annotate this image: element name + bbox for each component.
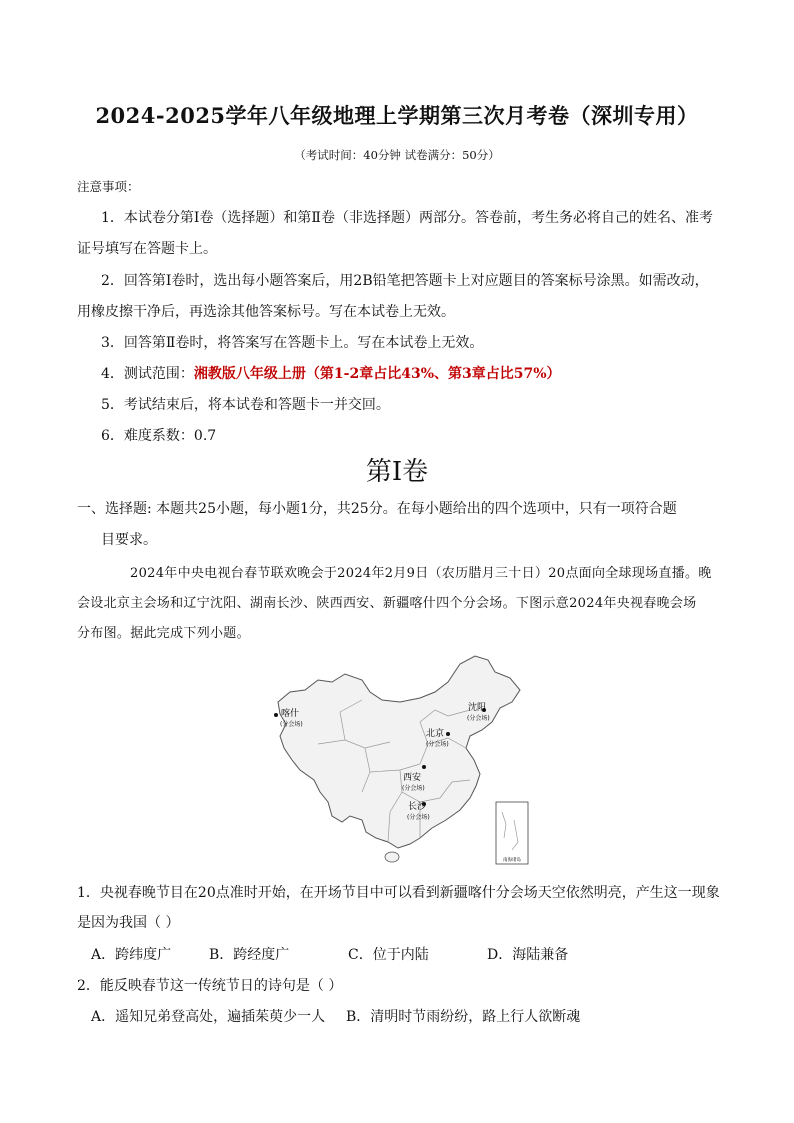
q1-option-b[interactable]: B．跨经度广	[209, 947, 290, 963]
notice-item-1a: 1．本试卷分第Ⅰ卷（选择题）和第Ⅱ卷（非选择题）两部分。答卷前，考生务必将自己的姓名、准考	[101, 210, 713, 226]
exam-title: 2024-2025学年八年级地理上学期第三次月考卷（深圳专用）	[95, 103, 699, 128]
xian-dot	[422, 765, 426, 769]
q2-stem: 2．能反映春节这一传统节日的诗句是（ ）	[77, 978, 343, 994]
china-map	[270, 652, 530, 867]
q1-option-a[interactable]: A．跨纬度广	[91, 947, 172, 963]
notice-item-6: 6．难度系数：0.7	[101, 428, 217, 444]
intro-line-3: 分布图。据此完成下列小题。	[77, 626, 250, 641]
test-range: 湘教版八年级上册（第1-2章占比43%、第3章占比57%）	[193, 366, 561, 382]
section-title: 第Ⅰ卷	[365, 457, 429, 487]
notice-item-4-label: 4．测试范围：	[101, 366, 194, 382]
beijing-dot	[446, 732, 450, 736]
notice-item-2b: 用橡皮擦干净后，再选涂其他答案标号。写在本试卷上无效。	[77, 304, 455, 320]
kashgar-dot	[274, 713, 278, 717]
china-outline	[278, 656, 520, 848]
notice-item-3: 3．回答第Ⅱ卷时，将答案写在答题卡上。写在本试卷上无效。	[101, 335, 484, 351]
part1-heading-b: 目要求。	[101, 532, 157, 548]
beijing-sublabel: (分会场)	[426, 741, 449, 748]
hainan-island	[385, 852, 399, 862]
q2-option-b[interactable]: B．清明时节雨纷纷，路上行人欲断魂	[346, 1009, 581, 1025]
changsha-sublabel: (分会场)	[407, 814, 430, 821]
xian-label: 西安	[403, 773, 422, 783]
kashgar-sublabel: (分会场)	[280, 721, 303, 728]
part1-heading-a: 一、选择题: 本题共25小题，每小题1分，共25分。在每小题给出的四个选项中，只有一项符合题	[77, 501, 677, 517]
q2-option-a[interactable]: A．遥知兄弟登高处，遍插茱萸少一人	[91, 1009, 326, 1025]
shenyang-sublabel: (分会场)	[467, 715, 490, 722]
exam-subtitle: （考试时间：40分钟 试卷满分：50分）	[294, 148, 500, 162]
xian-sublabel: (分会场)	[402, 785, 425, 792]
shenyang-label: 沈阳	[468, 703, 487, 713]
q1-option-c[interactable]: C．位于内陆	[348, 947, 429, 963]
notice-item-4	[101, 363, 561, 383]
notice-item-1b: 证号填写在答题卡上。	[77, 241, 217, 257]
q1-stem-a: 1．央视春晚节目在20点准时开始，在开场节目中可以看到新疆喀什分会场天空依然明亮，产生这一现象	[77, 885, 720, 901]
q1-option-d[interactable]: D．海陆兼备	[487, 947, 569, 963]
beijing-label: 北京	[426, 729, 445, 739]
intro-line-1: 2024年中央电视台春节联欢晚会于2024年2月9日（农历腊月三十日）20点面向全球现场直播。晚	[130, 566, 712, 581]
intro-line-2: 会设北京主会场和辽宁沈阳、湖南长沙、陕西西安、新疆喀什四个分会场。下图示意2024年央视春晚会场	[77, 596, 697, 611]
q1-stem-b: 是因为我国（ ）	[77, 915, 180, 931]
kashgar-label: 喀什	[281, 709, 300, 719]
notice-item-2a: 2．回答第Ⅰ卷时，选出每小题答案后，用2B铅笔把答题卡上对应题目的答案标号涂黑。如需改动，	[101, 273, 709, 289]
changsha-label: 长沙	[408, 802, 427, 812]
south-china-sea-inset	[496, 802, 528, 864]
notice-item-5: 5．考试结束后，将本试卷和答题卡一并交回。	[101, 397, 390, 413]
notice-heading: 注意事项：	[77, 179, 140, 194]
inset-label: 南海诸岛	[503, 858, 521, 863]
